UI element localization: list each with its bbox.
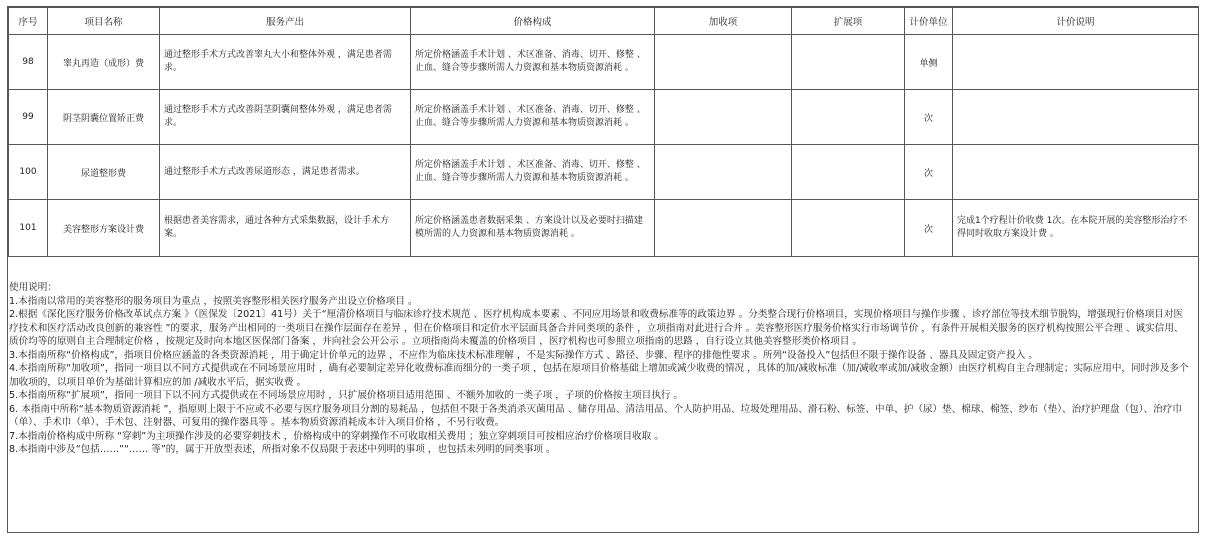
- cell-name: 睾丸再造（成形）费: [48, 35, 160, 90]
- header-name: 项目名称: [48, 8, 160, 35]
- note-item: 3.本指南所称“价格构成”，指项目价格应涵盖的各类资源消耗 ，用于确定计价单元的边界 ，不应作为临床技术标准理解 ，不是实际操作方式 、路径、步骤、程序的排他性要求 。所列“设备投入”包括但不限于操作设备 、器具及固定资产投入 。: [9, 349, 1038, 361]
- note-item: 7.本指南价格构成中所称 “穿刺”为主项操作涉及的必要穿刺技术 ，价格构成中的穿刺操作不可收取相关费用 ；独立穿刺项目可按相应治疗价格项目收取 。: [9, 430, 664, 442]
- cell-no: 100: [9, 145, 48, 200]
- table-row: [9, 200, 1199, 257]
- note-item: 1.本指南以常用的美容整形的服务项目为重点 ，按照美容整形相关医疗服务产出设立价格项目 。: [9, 295, 418, 307]
- cell-name: 阴茎阴囊位置矫正费: [48, 90, 160, 145]
- cell-desc: 完成1个疗程计价收费 1次。在本院开展的美容整形治疗不得同时收取方案设计费 。: [953, 200, 1199, 257]
- cell-unit: 次: [905, 90, 953, 145]
- cell-desc: [953, 145, 1199, 200]
- note-item: 8.本指南中涉及“包括……”“…… 等”的，属于开放型表述，所指对象不仅局限于表述中列明的事项 ，也包括未列明的同类事项 。: [9, 444, 556, 455]
- table-row: [9, 90, 1199, 145]
- cell-no: 99: [9, 90, 48, 145]
- cell-ext: [792, 90, 905, 145]
- cell-desc: [953, 90, 1199, 145]
- table-row: [9, 35, 1199, 90]
- table-row: [9, 145, 1199, 200]
- cell-price: 所定价格涵盖手术计划 、术区准备、消毒、切开、修整 、止血、缝合等步骤所需人力资源和基本物质资源消耗 。: [411, 145, 655, 200]
- note-item: 4.本指南所称“加收项”，指同一项目以不同方式提供或在不同场景应用时 ，确有必要制定差异化收费标准而细分的一类子项 ，包括在原项目价格基础上增加或减少收费的情况 ，具体的加/减收标准（加/减收率或加/减收金额）由医疗机构自主合理制定；实际应用中，同时涉及多个加收项的，以项目单价为基础计算相应的加 /减收水平后，据实收费 。: [9, 363, 1189, 388]
- cell-output: 通过整形手术方式改善尿道形态 ，满足患者需求。: [160, 145, 411, 200]
- header-add: 加收项: [655, 8, 792, 35]
- cell-name: 尿道整形费: [48, 145, 160, 200]
- cell-ext: [792, 200, 905, 257]
- note-item: 6. 本指南中所称“基本物质资源消耗 ”，指原则上限于不应或不必要与医疗服务项目分割的易耗品 ，包括但不限于各类消杀灭菌用品 、储存用品、清洁用品、个人防护用品、垃圾处理用品、滑石粉、标签、中单、护（尿）垫、棉球、棉签、纱布（垫）、治疗护理盘（包）、治疗巾（单）、手术巾（单）、手术包、注射器、可复用的操作器具等 。基本物质资源消耗成本计入项目价格 ，不另行收费。: [9, 403, 1182, 428]
- cell-price: 所定价格涵盖手术计划 、术区准备、消毒、切开、修整 、止血、缝合等步骤所需人力资源和基本物质资源消耗 。: [411, 90, 655, 145]
- cell-unit: 次: [905, 200, 953, 257]
- cell-ext: [792, 35, 905, 90]
- cell-name: 美容整形方案设计费: [48, 200, 160, 257]
- cell-no: 98: [9, 35, 48, 90]
- cell-add: [655, 200, 792, 257]
- header-no: 序号: [9, 8, 48, 35]
- cell-output: 通过整形手术方式改善阴茎阴囊间整体外观 ，满足患者需求。: [160, 90, 411, 145]
- cell-add: [655, 90, 792, 145]
- usage-notes: [8, 281, 1189, 457]
- cell-output: 根据患者美容需求，通过各种方式采集数据，设计手术方案。: [160, 200, 411, 257]
- header-desc: 计价说明: [953, 8, 1199, 35]
- header-ext: 扩展项: [792, 8, 905, 35]
- notes-title: 使用说明：: [9, 282, 57, 293]
- cell-desc: [953, 35, 1199, 90]
- table-header-row: [9, 8, 1199, 35]
- cell-ext: [792, 145, 905, 200]
- document-page: [7, 6, 1199, 533]
- cell-unit: 次: [905, 145, 953, 200]
- cell-price: 所定价格涵盖患者数据采集 、方案设计以及必要时扫描建模所需的人力资源和基本物质资源消耗 。: [411, 200, 655, 257]
- note-item: 2.根据《深化医疗服务价格改革试点方案 》（医保发〔2021〕41号）关于“厘清价格项目与临床诊疗技术规范 、医疗机构成本要素 、不同应用场景和收费标准等的政策边界 。分类整合现行价格项目，实现价格项目与操作步骤 、诊疗部位等技术细节脱钩，增强现行价格项目对医疗技术和医疗活动改良创新的兼容性 ”的要求，服务产出相同的一类项目在操作层面存在差异 ，但在价格项目和定价水平层面具备合并同类项的条件 ，立项指南对此进行合并 。美容整形医疗服务价格实行市场调节价 ，有条件开展相关服务的医疗机构按照公平合理 、诚实信用、质价均等的原则自主合理制定价格 ，按规定及时向本地区医保部门备案 ，并向社会公开公示 。立项指南尚未覆盖的价格项目 ，医疗机构也可参照立项指南的思路 ，自行设立其他美容整形类价格项目 。: [9, 309, 1184, 347]
- header-price: 价格构成: [411, 8, 655, 35]
- cell-add: [655, 145, 792, 200]
- cell-no: 101: [9, 200, 48, 257]
- header-unit: 计价单位: [905, 8, 953, 35]
- cell-price: 所定价格涵盖手术计划 、术区准备、消毒、切开、修整 、止血、缝合等步骤所需人力资源和基本物质资源消耗 。: [411, 35, 655, 90]
- cell-add: [655, 35, 792, 90]
- note-item: 5.本指南所称“扩展项”，指同一项目下以不同方式提供或在不同场景应用时 ，只扩展价格项目适用范围 、不额外加收的一类子项 ，子项的价格按主项目执行 。: [9, 390, 684, 401]
- cell-output: 通过整形手术方式改善睾丸大小和整体外观 ，满足患者需求。: [160, 35, 411, 90]
- cell-unit: 单侧: [905, 35, 953, 90]
- price-item-table: [8, 7, 1199, 257]
- header-output: 服务产出: [160, 8, 411, 35]
